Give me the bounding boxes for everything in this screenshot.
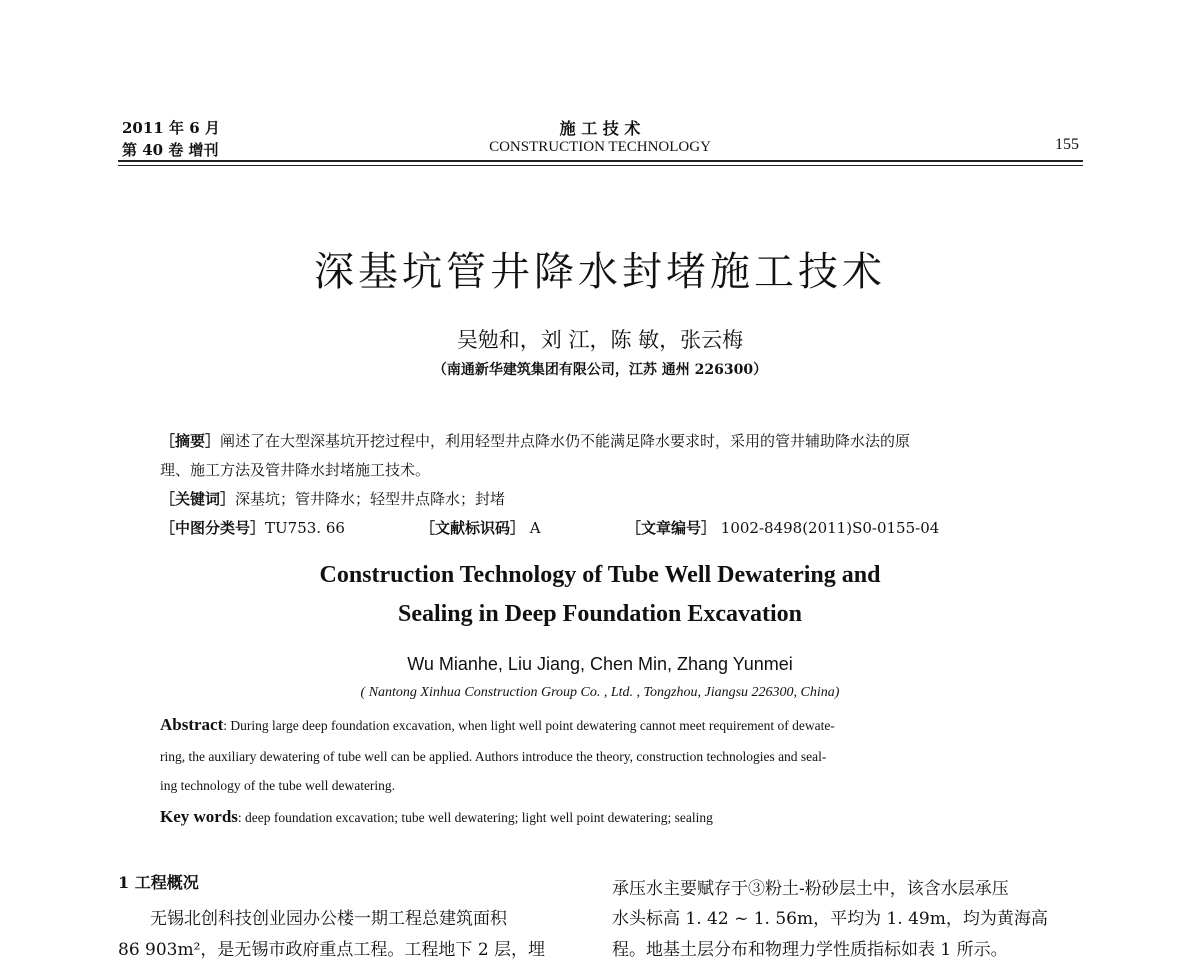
section-heading: 1 工程概况 [118,873,199,892]
issue-date: 2011 年 6 月 [122,119,220,137]
abstract-en-line-1 [160,715,835,735]
keywords-en-label: Key words [160,807,238,826]
volume-info: 第 40 卷 增刊 [122,141,219,159]
doc-code [420,517,541,538]
body-right-line-3: 程。地基土层分布和物理力学性质指标如表 1 所示。 [612,940,1008,960]
keywords-en-text: : deep foundation excavation; tube well dewatering; light well point dewatering; sealing [237,810,713,825]
paper-title-cn: 深基坑管井降水封堵施工技术 [314,249,886,295]
abstract-cn-line-1 [160,430,910,451]
clc-value: TU753. 66 [265,519,345,537]
abstract-cn-line-2: 理、施工方法及管井降水封堵施工技术。 [160,461,431,479]
keywords-cn [160,488,505,509]
journal-name-cn: 施 工 技 术 [559,119,641,138]
body-left-line-1: 无锡北创科技创业园办公楼一期工程总建筑面积 [150,909,507,929]
clc-number [160,517,345,538]
authors-cn: 吴勉和，刘 江，陈 敏，张云梅 [456,328,744,352]
article-number-label: ［文章编号］ [626,519,717,537]
abstract-en-line-3: ing technology of the tube well dewatering. [160,778,396,793]
body-right-line-1: 承压水主要赋存于③粉土-粉砂层土中，该含水层承压 [612,879,1009,899]
abstract-en-text-1: : During large deep foundation excavation, when light well point dewatering cannot meet requirement of dewate- [223,718,835,733]
affiliation-cn: （南通新华建筑集团有限公司，江苏 通州 226300） [432,362,768,378]
body-left-line-2: 86 903m²，是无锡市政府重点工程。工程地下 2 层，埋 [118,940,546,960]
article-number-value: 1002-8498(2011)S0-0155-04 [716,519,940,537]
header-rule-thick [118,160,1083,162]
affiliation-en: ( Nantong Xinhua Construction Group Co. , Ltd. , Tongzhou, Jiangsu 226300, China) [360,685,840,700]
abstract-en-label: Abstract [160,715,224,734]
abstract-cn-label: ［摘要］ [160,432,221,450]
header-rule-thin [118,165,1083,166]
paper-title-en-line-2: Sealing in Deep Foundation Excavation [397,601,803,627]
journal-name-en: CONSTRUCTION TECHNOLOGY [489,139,711,155]
abstract-cn-text-1: 阐述了在大型深基坑开挖过程中，利用轻型井点降水仍不能满足降水要求时，采用的管井辅助降水法的原 [220,432,911,450]
doc-code-label: ［文献标识码］ [420,519,526,537]
keywords-cn-label: ［关键词］ [160,490,236,508]
abstract-en-line-2: ring, the auxiliary dewatering of tube well can be applied. Authors introduce the theory, construction technologies and seal- [160,749,827,764]
authors-en: Wu Mianhe, Liu Jiang, Chen Min, Zhang Yunmei [407,654,793,674]
body-right-line-2: 水头标高 1. 42 ~ 1. 56m，平均为 1. 49m，均为黄海高 [612,909,1048,929]
keywords-cn-text: 深基坑；管井降水；轻型井点降水；封堵 [235,490,506,508]
clc-label: ［中图分类号］ [160,519,266,537]
keywords-en [160,807,713,827]
doc-code-value: A [525,519,541,537]
paper-title-en-line-1: Construction Technology of Tube Well Dewatering and [319,562,881,588]
article-number [626,517,939,538]
page-number: 155 [1055,136,1079,153]
